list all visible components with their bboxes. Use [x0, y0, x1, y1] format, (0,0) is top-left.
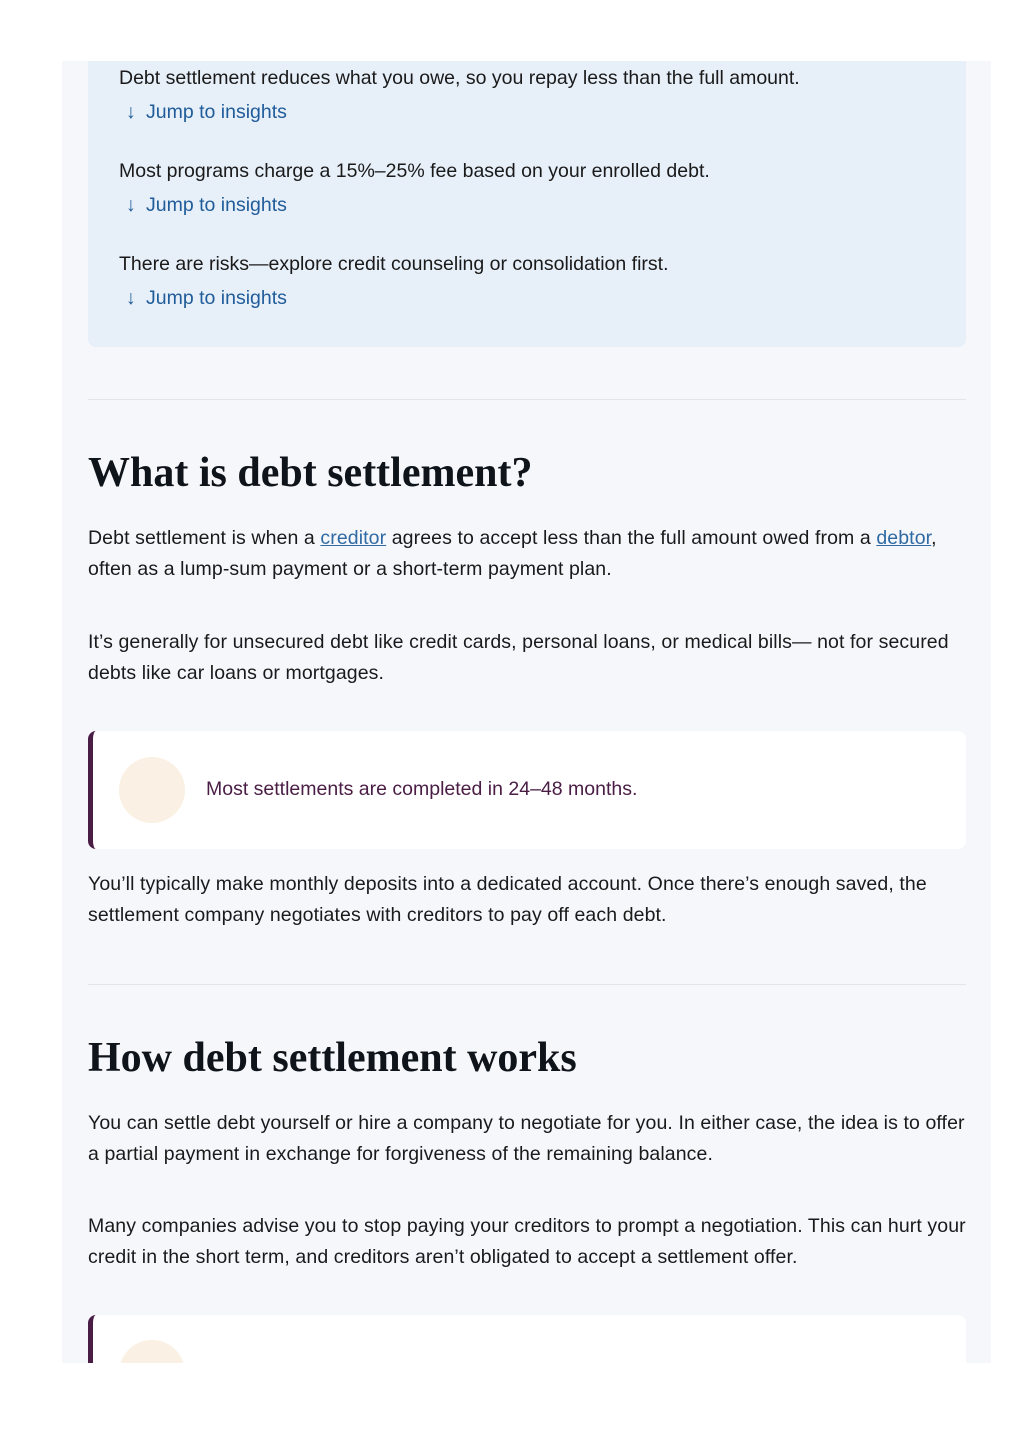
callout-icon [119, 1340, 185, 1363]
paragraph: You’ll typically make monthly deposits into a dedicated account. Once there’s enough saved, the settlement company negotiates with creditors to pay off each debt. [88, 873, 927, 926]
callout-box [88, 1315, 966, 1363]
section-heading: How debt settlement works [88, 1035, 577, 1081]
callout-text: Most settlements are completed in 24–48 months. [206, 778, 638, 800]
callout-box [88, 731, 966, 849]
paragraph [88, 523, 968, 585]
takeaway-text: There are risks—explore credit counseling or consolidation first. [119, 253, 669, 275]
key-takeaways-box [88, 61, 966, 347]
paragraph: You can settle debt yourself or hire a company to negotiate for you. In either case, the idea is to offer a partial payment in exchange for forgiveness of the remaining balance. [88, 1112, 965, 1165]
debtor-link[interactable]: debtor [876, 527, 932, 549]
section-divider [88, 399, 966, 400]
section-divider [88, 984, 966, 985]
takeaway-item [119, 250, 939, 312]
arrow-down-icon: ↓ [126, 287, 136, 309]
jump-label: Jump to insights [146, 194, 287, 216]
jump-to-insights-link[interactable] [126, 284, 939, 312]
arrow-down-icon: ↓ [126, 194, 136, 216]
article-page [62, 61, 991, 1363]
takeaway-item [119, 157, 939, 219]
paragraph-text: , often as a lump-sum payment or a short-term payment plan. [88, 527, 937, 580]
paragraph: It’s generally for unsecured debt like credit cards, personal loans, or medical bills— not for secured debts like car loans or mortgages. [88, 631, 949, 684]
jump-to-insights-link[interactable] [126, 98, 939, 126]
callout-icon [119, 757, 185, 823]
takeaway-item [119, 64, 939, 126]
creditor-link[interactable]: creditor [320, 527, 387, 549]
arrow-down-icon: ↓ [126, 101, 136, 123]
jump-label: Jump to insights [146, 287, 287, 309]
jump-to-insights-link[interactable] [126, 191, 939, 219]
takeaway-text: Debt settlement reduces what you owe, so you repay less than the full amount. [119, 67, 800, 89]
paragraph: Many companies advise you to stop paying your creditors to prompt a negotiation. This can hurt your credit in the short term, and creditors aren’t obligated to accept a settlement offer. [88, 1215, 966, 1268]
paragraph-text: agrees to accept less than the full amount owed from a [386, 527, 877, 549]
takeaway-text: Most programs charge a 15%–25% fee based on your enrolled debt. [119, 160, 710, 182]
paragraph-text: Debt settlement is when a [88, 527, 321, 549]
section-heading: What is debt settlement? [88, 450, 533, 496]
jump-label: Jump to insights [146, 101, 287, 123]
